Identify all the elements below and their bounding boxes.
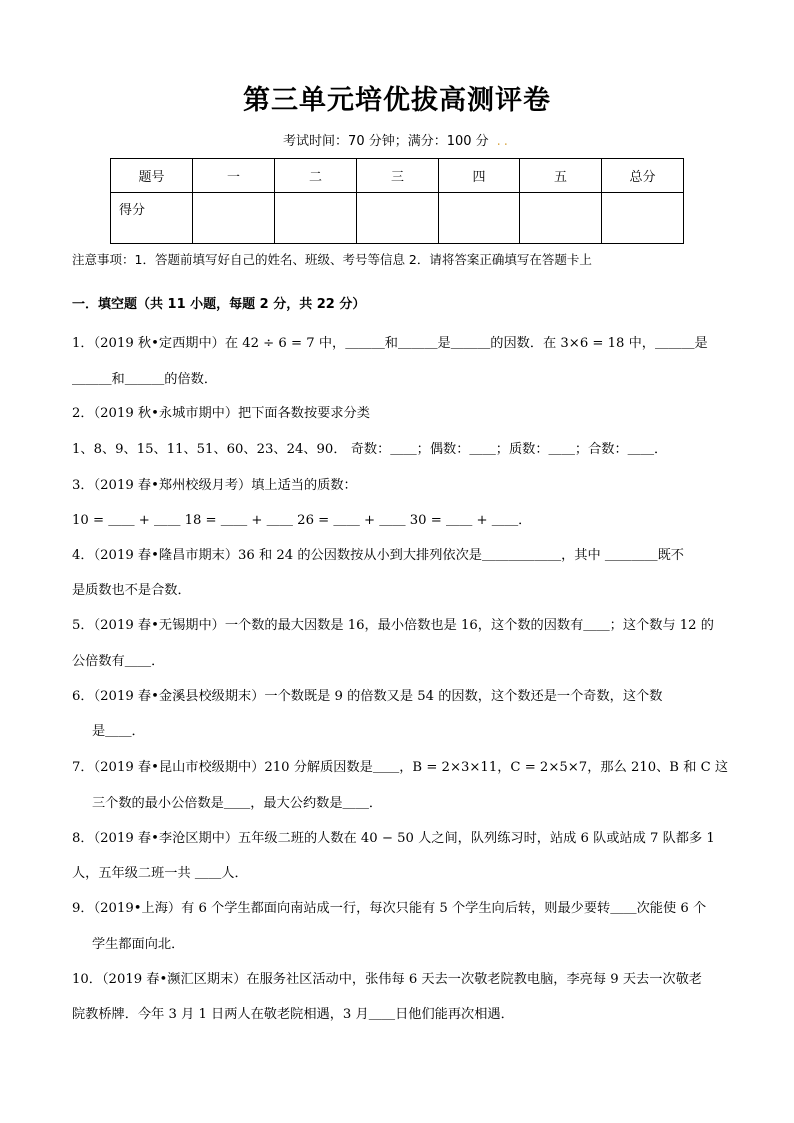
question-line: 9．（2019•上海）有 6 个学生都面向南站成一行，每次只能有 5 个学生向后转，则最少要转＿＿次能使 6 个 [72, 901, 707, 916]
score-cell[interactable] [439, 193, 520, 244]
question-line: 公倍数有＿＿． [72, 654, 165, 669]
question-line: 3．（2019 春•郑州校级月考）填上适当的质数： [72, 478, 357, 493]
header-cell: 题号 [111, 159, 193, 193]
score-row-label: 得分 [111, 193, 193, 244]
score-table-header-row [111, 159, 684, 193]
header-cell: 总分 [602, 159, 684, 193]
question-line: 三个数的最小公倍数是＿＿，最大公约数是＿＿． [92, 796, 383, 811]
score-cell[interactable] [602, 193, 684, 244]
question-line: 5．（2019 春•无锡期中）一个数的最大因数是 16，最小倍数也是 16，这个数的因数有＿＿；这个数与 12 的 [72, 618, 714, 633]
question-line: 是＿＿． [92, 724, 145, 739]
score-cell[interactable] [193, 193, 275, 244]
question-line: 8．（2019 春•李沧区期中）五年级二班的人数在 40 − 50 人之间，队列练习时，站成 6 队或站成 7 队都多 1 [72, 831, 715, 846]
question-line: 10．（2019 春•濒汇区期末）在服务社区活动中，张伟每 6 天去一次敬老院教电脑，李亮每 9 天去一次敬老 [72, 972, 702, 987]
question-line: 人，五年级二班一共 ＿＿人． [72, 866, 248, 881]
question-line: 6．（2019 春•金溪县校级期末）一个数既是 9 的倍数又是 54 的因数，这个数还是一个奇数，这个数 [72, 689, 663, 704]
question-line: 是质数也不是合数． [72, 583, 191, 598]
question-line: 4．（2019 春•隆昌市期末）36 和 24 的公因数按从小到大排列依次是＿＿＿＿＿＿，其中 ＿＿＿＿既不 [72, 548, 684, 563]
section-title: 一．填空题（共 11 小题，每题 2 分，共 22 分） [72, 297, 366, 312]
header-cell: 一 [193, 159, 275, 193]
question-line: 2．（2019 秋•永城市期中）把下面各数按要求分类 [72, 406, 370, 421]
exam-info-text: 考试时间：70 分钟；满分：100 分 [283, 134, 489, 149]
header-cell: 五 [520, 159, 602, 193]
score-cell[interactable] [275, 193, 357, 244]
question-line: 1、8、9、15、11、51、60、23、24、90． 奇数：＿＿；偶数：＿＿；质数：＿＿；合数：＿＿． [72, 442, 668, 457]
score-table-score-row [111, 193, 684, 244]
page-title: 第三单元培优拔高测评卷 [243, 85, 551, 116]
score-table [110, 158, 684, 244]
score-cell[interactable] [357, 193, 439, 244]
decorative-dots: .. [496, 134, 511, 149]
exam-notice: 注意事项：1．答题前填写好自己的姓名、班级、考号等信息 2．请将答案正确填写在答题卡上 [72, 252, 592, 267]
question-line: 7．（2019 春•昆山市校级期中）210 分解质因数是＿＿，B = 2×3×11，C = 2×5×7，那么 210、B 和 C 这 [72, 760, 729, 775]
exam-info [0, 130, 794, 149]
question-line: 10 = ＿＿ + ＿＿ 18 = ＿＿ + ＿＿ 26 = ＿＿ + ＿＿ 30 = ＿＿ + ＿＿． [72, 513, 532, 528]
header-cell: 四 [439, 159, 520, 193]
score-cell[interactable] [520, 193, 602, 244]
question-line: 学生都面向北． [92, 937, 185, 952]
question-line: ＿＿＿和＿＿＿的倍数． [72, 372, 218, 387]
question-line: 院教桥牌．今年 3 月 1 日两人在敬老院相遇，3 月＿＿日他们能再次相遇． [72, 1007, 514, 1022]
header-cell: 三 [357, 159, 439, 193]
question-line: 1．（2019 秋•定西期中）在 42 ÷ 6 = 7 中，＿＿＿和＿＿＿是＿＿＿的因数．在 3×6 = 18 中，＿＿＿是 [72, 336, 708, 351]
header-cell: 二 [275, 159, 357, 193]
